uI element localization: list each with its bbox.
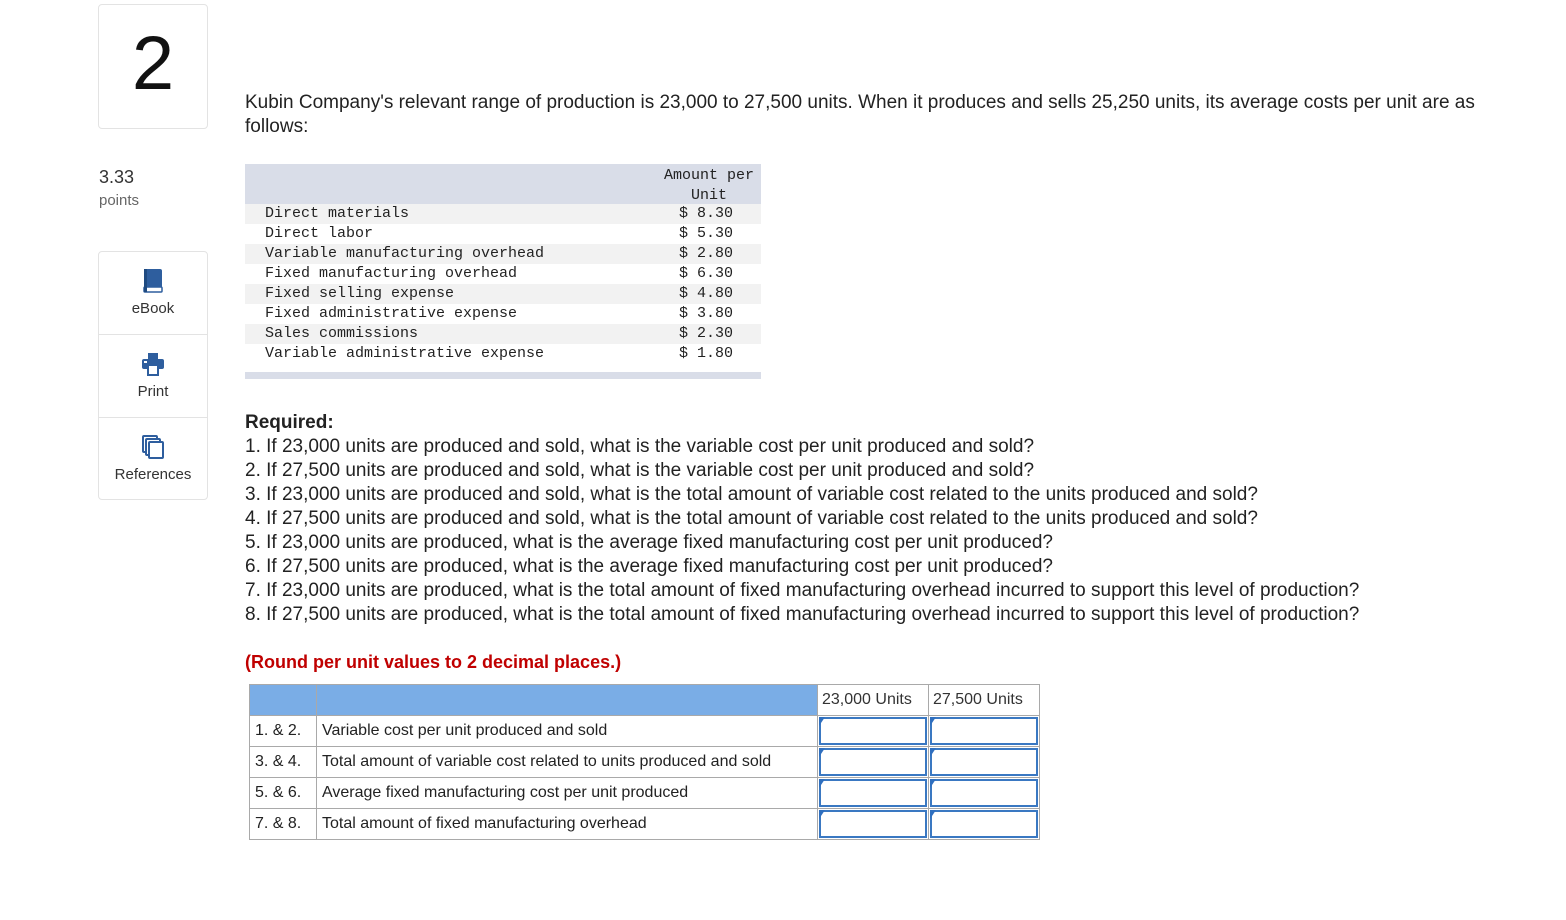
required-item: 6. If 27,500 units are produced, what is the average fixed manufacturing cost per unit produced?: [245, 556, 1054, 577]
row-description: Average fixed manufacturing cost per unit produced: [317, 778, 818, 809]
cost-row: [245, 244, 761, 264]
row-description: Variable cost per unit produced and sold: [317, 716, 818, 747]
row-number: 3. & 4.: [250, 747, 317, 778]
input-box[interactable]: [819, 810, 927, 838]
cost-row: [245, 284, 761, 304]
cost-row: [245, 264, 761, 284]
answer-row: [250, 809, 1040, 840]
input-box[interactable]: [819, 748, 927, 776]
col-header-23000: 23,000 Units: [818, 685, 929, 716]
required-item: 7. If 23,000 units are produced, what is the total amount of fixed manufacturing overhead incurred to support this level of production?: [245, 580, 1360, 601]
cost-rows: [245, 204, 761, 364]
printer-icon: [141, 351, 165, 377]
answer-input-27500[interactable]: [929, 809, 1040, 840]
cost-table-header: [245, 164, 761, 204]
answer-input-27500[interactable]: [929, 716, 1040, 747]
cost-amount: $ 2.80: [679, 245, 734, 262]
answer-input-27500[interactable]: [929, 747, 1040, 778]
required-item: 8. If 27,500 units are produced, what is the total amount of fixed manufacturing overhead incurred to support this level of production?: [245, 604, 1360, 625]
row-number: 5. & 6.: [250, 778, 317, 809]
cost-table-footer-bar: [245, 372, 761, 379]
cost-item: Fixed administrative expense: [265, 305, 518, 322]
cost-item: Variable administrative expense: [265, 345, 545, 362]
ebook-button[interactable]: [99, 252, 207, 335]
row-description: Total amount of variable cost related to units produced and sold: [317, 747, 818, 778]
row-number: 1. & 2.: [250, 716, 317, 747]
answer-input-23000[interactable]: [818, 716, 929, 747]
cost-item: Direct labor: [265, 225, 374, 242]
ebook-label: eBook: [131, 300, 175, 317]
input-marker-icon: [819, 779, 825, 788]
cost-item: Direct materials: [265, 205, 410, 222]
input-marker-icon: [819, 748, 825, 757]
input-marker-icon: [930, 779, 936, 788]
required-item: 2. If 27,500 units are produced and sold, what is the variable cost per unit produced and sold?: [245, 460, 1035, 481]
print-label: Print: [137, 383, 169, 400]
input-box[interactable]: [819, 717, 927, 745]
input-marker-icon: [819, 810, 825, 819]
answer-input-23000[interactable]: [818, 747, 929, 778]
cost-amount: $ 5.30: [679, 225, 734, 242]
cost-item: Variable manufacturing overhead: [265, 245, 545, 262]
input-box[interactable]: [930, 717, 1038, 745]
question-number: 2: [131, 20, 175, 106]
required-item: 5. If 23,000 units are produced, what is the average fixed manufacturing cost per unit produced?: [245, 532, 1054, 553]
answer-row: [250, 747, 1040, 778]
references-button[interactable]: [99, 418, 207, 500]
input-marker-icon: [930, 717, 936, 726]
answer-input-23000[interactable]: [818, 778, 929, 809]
cost-item: Fixed selling expense: [265, 285, 455, 302]
input-marker-icon: [930, 748, 936, 757]
cost-row: [245, 204, 761, 224]
answer-input-23000[interactable]: [818, 809, 929, 840]
cost-amount: $ 6.30: [679, 265, 734, 282]
cost-row: [245, 344, 761, 364]
answer-row: [250, 716, 1040, 747]
answer-row: [250, 778, 1040, 809]
cost-amount: $ 3.80: [679, 305, 734, 322]
input-box[interactable]: [930, 810, 1038, 838]
answer-table: [249, 684, 1040, 840]
print-button[interactable]: [99, 335, 207, 418]
cost-table: [245, 164, 761, 379]
answer-table-header: [250, 685, 1040, 716]
input-marker-icon: [930, 810, 936, 819]
required-item: 1. If 23,000 units are produced and sold, what is the variable cost per unit produced and sold?: [245, 436, 1035, 457]
input-box[interactable]: [930, 779, 1038, 807]
answer-input-27500[interactable]: [929, 778, 1040, 809]
cost-amount: $ 1.80: [679, 345, 734, 362]
col-header-27500: 27,500 Units: [929, 685, 1040, 716]
points-value: 3.33: [99, 167, 135, 187]
cost-row: [245, 324, 761, 344]
question-number-box: [98, 4, 208, 129]
cost-amount: $ 4.80: [679, 285, 734, 302]
copy-pages-icon: [141, 434, 165, 460]
round-note: (Round per unit values to 2 decimal places.): [245, 652, 622, 672]
input-box[interactable]: [819, 779, 927, 807]
row-description: Total amount of fixed manufacturing overhead: [317, 809, 818, 840]
required-item: 3. If 23,000 units are produced and sold, what is the total amount of variable cost related to the units produced and sold?: [245, 484, 1258, 505]
cost-item: Sales commissions: [265, 325, 419, 342]
cost-amount: $ 2.30: [679, 325, 734, 342]
cost-row: [245, 304, 761, 324]
references-label: References: [114, 466, 192, 483]
tools-panel: [98, 251, 208, 500]
amount-per-unit-header: Amount per Unit: [663, 167, 754, 204]
cost-row: [245, 224, 761, 244]
row-number: 7. & 8.: [250, 809, 317, 840]
points-label: points: [99, 192, 140, 209]
required-section: [245, 411, 1535, 627]
cost-amount: $ 8.30: [679, 205, 734, 222]
intro-text: Kubin Company's relevant range of production is 23,000 to 27,500 units. When it produces and sells 25,250 units, its average costs per unit are as follows:: [245, 92, 1475, 137]
input-marker-icon: [819, 717, 825, 726]
cost-item: Fixed manufacturing overhead: [265, 265, 518, 282]
required-title: Required:: [245, 412, 334, 433]
book-icon: [141, 268, 165, 294]
required-item: 4. If 27,500 units are produced and sold, what is the total amount of variable cost related to the units produced and sold?: [245, 508, 1258, 529]
input-box[interactable]: [930, 748, 1038, 776]
